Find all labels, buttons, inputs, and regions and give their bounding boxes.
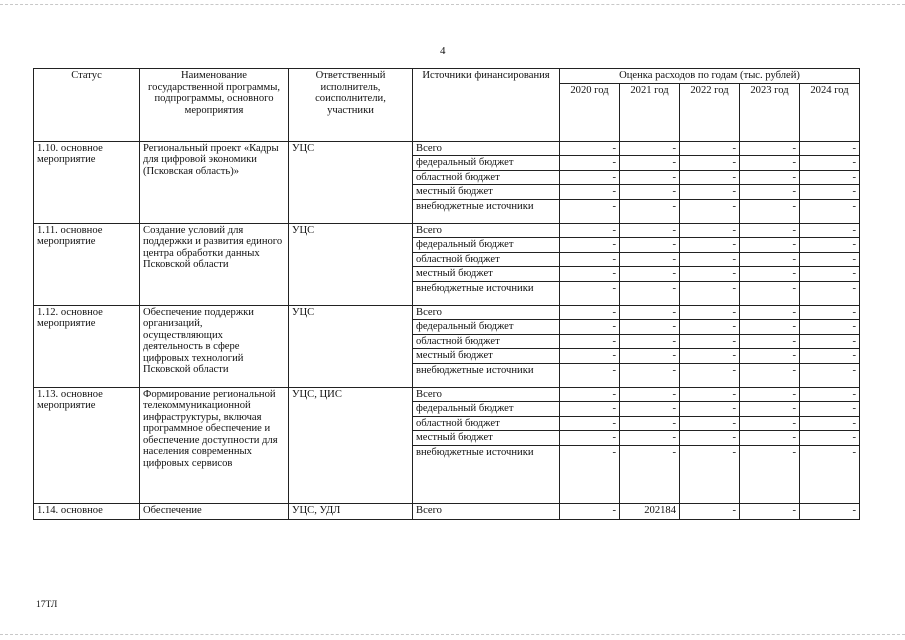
table-row [34, 503, 860, 519]
scan-edge-top [0, 4, 905, 5]
amount-cell: - [740, 503, 800, 519]
amount-cell: - [740, 267, 800, 282]
amount-cell: - [560, 320, 620, 335]
amount-cell: - [560, 445, 620, 503]
amount-cell: - [800, 199, 860, 223]
funding-source-cell: областной бюджет [413, 252, 560, 267]
amount-cell: - [740, 238, 800, 253]
amount-cell: - [800, 170, 860, 185]
amount-cell: - [680, 387, 740, 402]
funding-source-cell: внебюджетные источники [413, 281, 560, 305]
status-cell: 1.12. основное мероприятие [34, 305, 140, 387]
amount-cell: - [800, 238, 860, 253]
amount-cell: - [800, 503, 860, 519]
amount-cell: - [800, 387, 860, 402]
amount-cell: - [560, 431, 620, 446]
amount-cell: - [620, 238, 680, 253]
funding-source-cell: внебюджетные источники [413, 445, 560, 503]
program-name-cell: Создание условий для поддержки и развития единого центра обработки данных Псковской области [140, 223, 289, 305]
amount-cell: - [740, 349, 800, 364]
amount-cell: - [740, 170, 800, 185]
amount-cell: - [620, 305, 680, 320]
amount-cell: - [620, 334, 680, 349]
amount-cell: - [800, 349, 860, 364]
amount-cell: - [740, 416, 800, 431]
amount-cell: - [680, 185, 740, 200]
amount-cell: - [680, 238, 740, 253]
amount-cell: - [680, 252, 740, 267]
funding-source-cell: Всего [413, 305, 560, 320]
amount-cell: - [740, 141, 800, 156]
amount-cell: - [560, 141, 620, 156]
amount-cell: - [560, 238, 620, 253]
amount-cell: - [740, 402, 800, 417]
amount-cell: - [620, 281, 680, 305]
amount-cell: - [800, 223, 860, 238]
table-row [34, 387, 860, 402]
page-number: 4 [440, 45, 446, 57]
amount-cell: - [740, 445, 800, 503]
amount-cell: - [680, 416, 740, 431]
amount-cell: - [680, 402, 740, 417]
header-year: 2021 год [620, 83, 680, 141]
amount-cell: - [620, 320, 680, 335]
amount-cell: - [620, 416, 680, 431]
amount-cell: - [680, 223, 740, 238]
amount-cell: - [560, 349, 620, 364]
funding-source-cell: федеральный бюджет [413, 156, 560, 171]
amount-cell: - [620, 445, 680, 503]
status-cell: 1.13. основное мероприятие [34, 387, 140, 503]
amount-cell: - [620, 170, 680, 185]
amount-cell: - [680, 305, 740, 320]
responsible-cell: УЦС, ЦИС [289, 387, 413, 503]
amount-cell: - [680, 320, 740, 335]
funding-source-cell: местный бюджет [413, 349, 560, 364]
amount-cell: - [800, 252, 860, 267]
amount-cell: - [680, 431, 740, 446]
amount-cell: - [740, 363, 800, 387]
table-row [34, 305, 860, 320]
expenditure-table [33, 68, 860, 520]
amount-cell: - [620, 252, 680, 267]
amount-cell: - [620, 431, 680, 446]
header-funding-sources: Источники финансирования [413, 69, 560, 142]
header-year: 2020 год [560, 83, 620, 141]
funding-source-cell: внебюджетные источники [413, 363, 560, 387]
amount-cell: - [680, 363, 740, 387]
funding-source-cell: местный бюджет [413, 185, 560, 200]
amount-cell: - [560, 281, 620, 305]
amount-cell: - [620, 387, 680, 402]
amount-cell: - [740, 199, 800, 223]
scan-edge-bottom [0, 634, 905, 635]
amount-cell: - [680, 281, 740, 305]
amount-cell: - [620, 223, 680, 238]
amount-cell: - [560, 156, 620, 171]
amount-cell: - [560, 387, 620, 402]
funding-source-cell: федеральный бюджет [413, 238, 560, 253]
responsible-cell: УЦС, УДЛ [289, 503, 413, 519]
amount-cell: - [560, 363, 620, 387]
funding-source-cell: областной бюджет [413, 170, 560, 185]
header-responsible: Ответственный исполнитель, соисполнители, участники [289, 69, 413, 142]
amount-cell: - [740, 223, 800, 238]
amount-cell: 202184 [620, 503, 680, 519]
amount-cell: - [560, 199, 620, 223]
amount-cell: - [560, 305, 620, 320]
amount-cell: - [620, 267, 680, 282]
header-expense-estimate: Оценка расходов по годам (тыс. рублей) [560, 69, 860, 84]
amount-cell: - [560, 170, 620, 185]
table-row [34, 223, 860, 238]
amount-cell: - [560, 402, 620, 417]
responsible-cell: УЦС [289, 223, 413, 305]
status-cell: 1.14. основное [34, 503, 140, 519]
amount-cell: - [800, 141, 860, 156]
amount-cell: - [680, 267, 740, 282]
header-year: 2023 год [740, 83, 800, 141]
amount-cell: - [680, 349, 740, 364]
amount-cell: - [620, 349, 680, 364]
header-status: Статус [34, 69, 140, 142]
amount-cell: - [800, 320, 860, 335]
amount-cell: - [740, 252, 800, 267]
amount-cell: - [560, 185, 620, 200]
funding-source-cell: местный бюджет [413, 431, 560, 446]
funding-source-cell: областной бюджет [413, 334, 560, 349]
amount-cell: - [620, 156, 680, 171]
funding-source-cell: федеральный бюджет [413, 320, 560, 335]
amount-cell: - [560, 267, 620, 282]
responsible-cell: УЦС [289, 141, 413, 223]
program-name-cell: Формирование региональной телекоммуникационной инфраструктуры, включая программное обеспечение и обеспечение доступности для населения современных цифровых сервисов [140, 387, 289, 503]
status-cell: 1.10. основное мероприятие [34, 141, 140, 223]
amount-cell: - [740, 320, 800, 335]
amount-cell: - [800, 305, 860, 320]
amount-cell: - [560, 223, 620, 238]
amount-cell: - [800, 281, 860, 305]
program-name-cell: Обеспечение [140, 503, 289, 519]
amount-cell: - [800, 445, 860, 503]
amount-cell: - [560, 252, 620, 267]
amount-cell: - [800, 402, 860, 417]
header-year: 2022 год [680, 83, 740, 141]
amount-cell: - [800, 363, 860, 387]
amount-cell: - [800, 185, 860, 200]
table-body [34, 141, 860, 519]
responsible-cell: УЦС [289, 305, 413, 387]
amount-cell: - [680, 445, 740, 503]
funding-source-cell: Всего [413, 223, 560, 238]
funding-source-cell: федеральный бюджет [413, 402, 560, 417]
funding-source-cell: внебюджетные источники [413, 199, 560, 223]
amount-cell: - [620, 199, 680, 223]
amount-cell: - [680, 141, 740, 156]
status-cell: 1.11. основное мероприятие [34, 223, 140, 305]
amount-cell: - [740, 156, 800, 171]
header-year: 2024 год [800, 83, 860, 141]
amount-cell: - [740, 281, 800, 305]
amount-cell: - [620, 185, 680, 200]
funding-source-cell: Всего [413, 387, 560, 402]
amount-cell: - [560, 416, 620, 431]
amount-cell: - [680, 199, 740, 223]
amount-cell: - [800, 156, 860, 171]
amount-cell: - [740, 305, 800, 320]
amount-cell: - [800, 416, 860, 431]
amount-cell: - [680, 503, 740, 519]
amount-cell: - [680, 170, 740, 185]
amount-cell: - [560, 334, 620, 349]
funding-source-cell: местный бюджет [413, 267, 560, 282]
amount-cell: - [740, 334, 800, 349]
table-row [34, 141, 860, 156]
program-name-cell: Региональный проект «Кадры для цифровой экономики (Псковская область)» [140, 141, 289, 223]
amount-cell: - [800, 267, 860, 282]
program-name-cell: Обеспечение поддержки организаций, осуществляющих деятельность в сфере цифровых технологий Псковской области [140, 305, 289, 387]
amount-cell: - [800, 334, 860, 349]
amount-cell: - [620, 141, 680, 156]
amount-cell: - [560, 503, 620, 519]
amount-cell: - [620, 363, 680, 387]
header-program-name: Наименование государственной программы, подпрограммы, основного мероприятия [140, 69, 289, 142]
amount-cell: - [680, 334, 740, 349]
amount-cell: - [740, 387, 800, 402]
amount-cell: - [680, 156, 740, 171]
amount-cell: - [800, 431, 860, 446]
page-code: 17ТЛ [36, 600, 58, 610]
funding-source-cell: Всего [413, 503, 560, 519]
amount-cell: - [740, 185, 800, 200]
funding-source-cell: областной бюджет [413, 416, 560, 431]
funding-source-cell: Всего [413, 141, 560, 156]
amount-cell: - [740, 431, 800, 446]
amount-cell: - [620, 402, 680, 417]
